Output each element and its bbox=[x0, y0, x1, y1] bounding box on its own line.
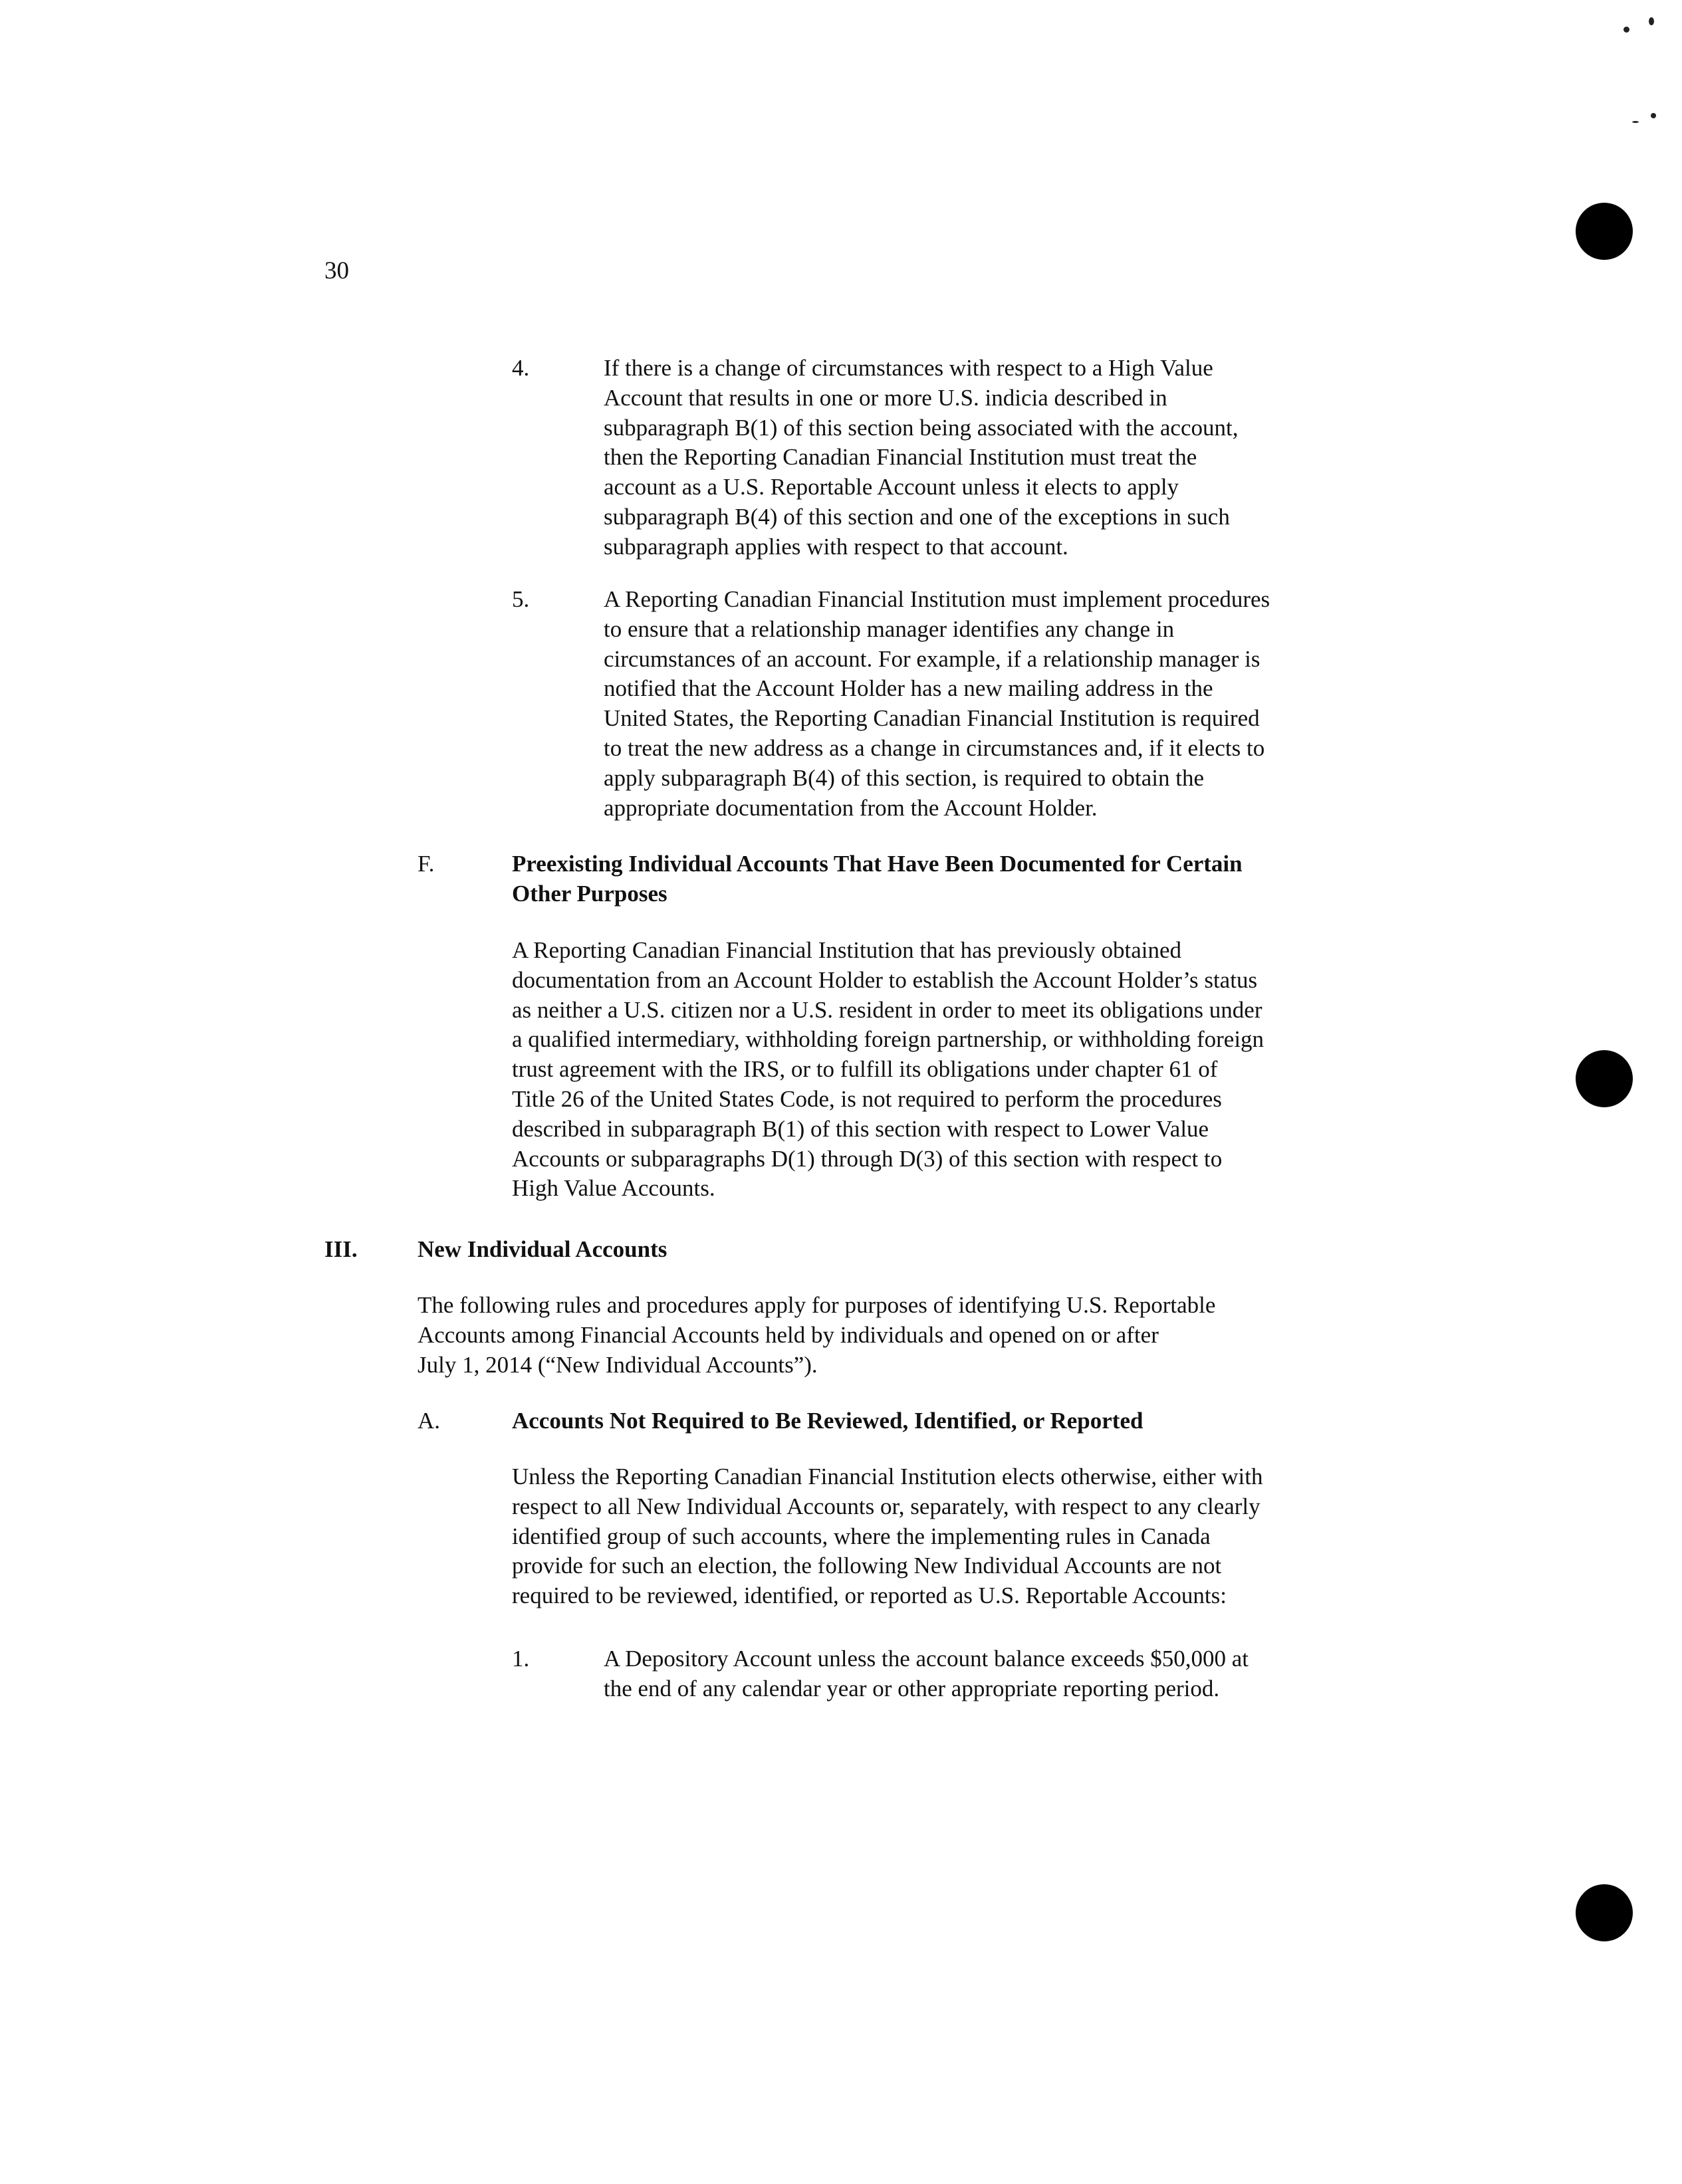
scan-speck bbox=[1623, 27, 1629, 33]
scan-speck bbox=[1632, 121, 1639, 123]
section-f-letter: F. bbox=[418, 851, 435, 877]
item-5-text: A Reporting Canadian Financial Institution must implement procedures to ensure that a relationship manager identifies any change in circumstances of an account. For example, if a relationship manager is notified that the Account Holder has a new mailing address in the United States, the Reporting Canadian Financial Institution is required to treat the new address as a change in circumstances and, if it elects to apply subparagraph B(4) of this section, is required to obtain the appropriate documentation from the Account Holder. bbox=[604, 586, 1270, 821]
section-iii-heading: New Individual Accounts bbox=[418, 1236, 667, 1262]
section-iii-numeral: III. bbox=[324, 1236, 358, 1262]
section-f-text: A Reporting Canadian Financial Institution that has previously obtained documentation from an Account Holder to establish the Account Holder’s status as neither a U.S. citizen nor a U.S. resident in order to meet its obligations under a qualified intermediary, withholding foreign partnership, or withholding foreign trust agreement with the IRS, or to fulfill its obligations under chapter 61 of Title 26 of the United States Code, is not required to perform the procedures described in subparagraph B(1) of this section with respect to Lower Value Accounts or subparagraphs D(1) through D(3) of this section with respect to High Value Accounts. bbox=[512, 937, 1264, 1202]
punch-hole-middle bbox=[1576, 1050, 1633, 1107]
section-f-heading: Preexisting Individual Accounts That Have Been Documented for Certain Other Purposes bbox=[512, 851, 1243, 907]
page-number: 30 bbox=[324, 257, 349, 284]
item-4-text: If there is a change of circumstances with respect to a High Value Account that results in one or more U.S. indicia described in subparagraph B(1) of this section being associated with the account, then the Reporting Canadian Financial Institution must treat the account as a U.S. Reportable Account unless it elects to apply subparagraph B(4) of this section and one of the exceptions in such subparagraph applies with respect to that account. bbox=[604, 355, 1239, 560]
section-a-heading: Accounts Not Required to Be Reviewed, Identified, or Reported bbox=[512, 1408, 1143, 1434]
section-iii-text: The following rules and procedures apply for purposes of identifying U.S. Reportable Accounts among Financial Accounts held by individuals and opened on or after July 1, 2014 (“New Individual Accounts”). bbox=[418, 1292, 1216, 1378]
scan-speck bbox=[1649, 17, 1654, 25]
item-5-number: 5. bbox=[512, 586, 530, 612]
section-a-text: Unless the Reporting Canadian Financial Institution elects otherwise, either with respect to all New Individual Accounts or, separately, with respect to any clearly identified group of such accounts, where the implementing rules in Canada provide for such an election, the following New Individual Accounts are not required to be reviewed, identified, or reported as U.S. Reportable Accounts: bbox=[512, 1464, 1263, 1609]
section-a-letter: A. bbox=[418, 1408, 441, 1434]
item-4-number: 4. bbox=[512, 355, 530, 381]
punch-hole-top bbox=[1576, 203, 1633, 260]
item-1-text: A Depository Account unless the account balance exceeds $50,000 at the end of any calendar year or other appropriate reporting period. bbox=[604, 1646, 1249, 1701]
item-1-number: 1. bbox=[512, 1646, 530, 1672]
scan-speck bbox=[1651, 113, 1656, 118]
punch-hole-bottom bbox=[1576, 1884, 1633, 1941]
